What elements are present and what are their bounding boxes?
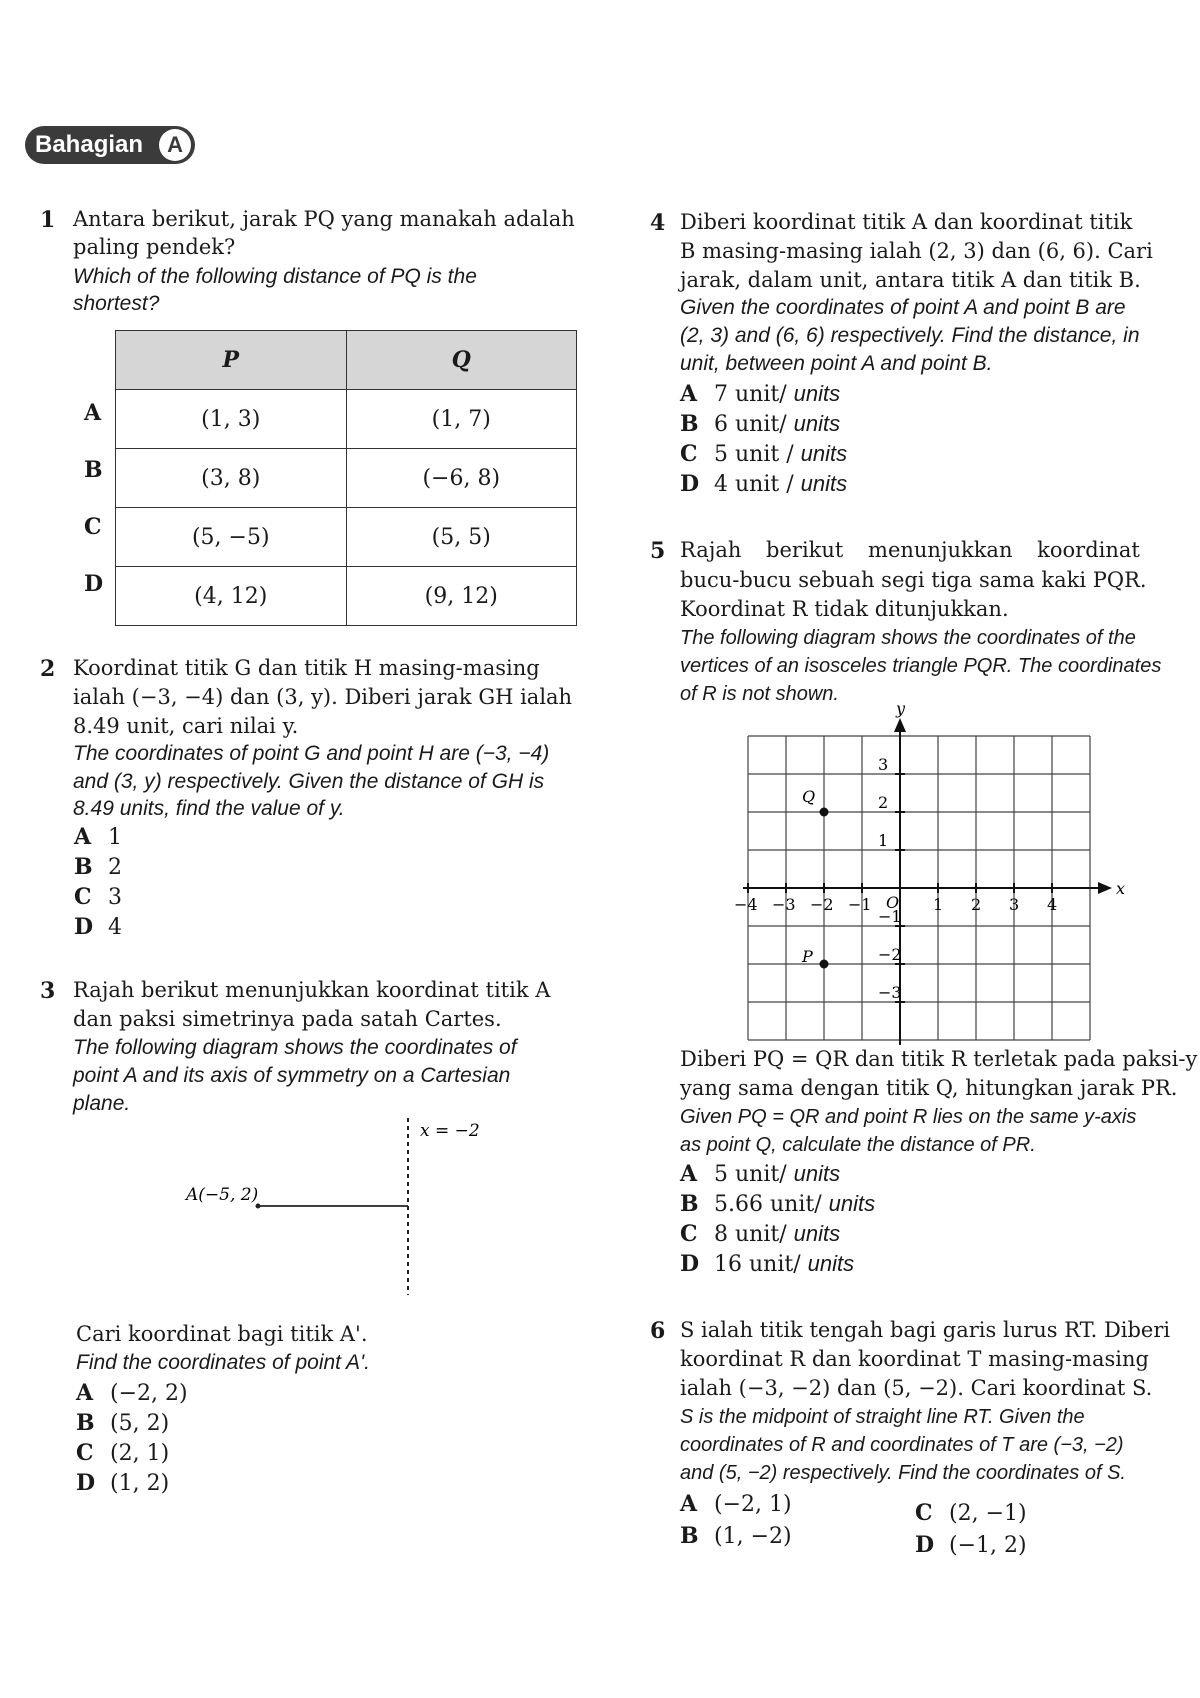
q5-ms-line5: yang sama dengan titik Q, hitungkan jarak PR. [680, 1076, 1178, 1100]
axis-label: x = −2 [420, 1121, 480, 1141]
q6-ms-line2: koordinat R dan koordinat T masing-masing [680, 1347, 1149, 1371]
q6-ms-line1: S ialah titik tengah bagi garis lurus RT. Diberi [680, 1318, 1171, 1342]
option: B (1, −2) [680, 1523, 792, 1549]
option: B (5, 2) [76, 1410, 170, 1436]
q6-en-line3: and (5, −2) respectively. Find the coordinates of S. [680, 1462, 1126, 1484]
option: D 4 unit / units [680, 471, 848, 497]
point-p [820, 960, 829, 969]
option: B 2 [74, 854, 122, 880]
option: A (−2, 1) [680, 1491, 792, 1517]
q5-coordinate-graph [725, 699, 1126, 1030]
q2-ms-line2: ialah (−3, −4) dan (3, y). Diberi jarak GH ialah [73, 685, 573, 709]
row-label: D [84, 571, 104, 597]
x-axis-arrow [1098, 882, 1112, 894]
q5-en-line1: The following diagram shows the coordinates of the [680, 627, 1136, 649]
q6-en-line1: S is the midpoint of straight line RT. Given the [680, 1406, 1085, 1428]
x-tick-label: −1 [848, 895, 872, 914]
y-axis-arrow [894, 718, 906, 732]
x-tick-label: −2 [810, 895, 834, 914]
question-number: 6 [650, 1318, 666, 1344]
q3-ask-ms: Cari koordinat bagi titik A'. [76, 1322, 368, 1346]
table-header-p: P [116, 331, 347, 390]
x-tick-label: −3 [772, 895, 796, 914]
option: D (−1, 2) [915, 1532, 1027, 1558]
q3-ask-en: Find the coordinates of point A'. [76, 1351, 370, 1374]
x-tick-label: 4 [1047, 895, 1058, 914]
q2-ms-line3: 8.49 unit, cari nilai y. [73, 714, 299, 738]
question-number: 1 [40, 207, 56, 233]
option: D 4 [74, 914, 122, 940]
table-cell: (5, −5) [116, 508, 347, 567]
option: C 3 [74, 884, 122, 910]
section-label: Bahagian [35, 131, 144, 158]
y-tick-label: −2 [878, 945, 902, 964]
option: B 5.66 unit/ units [680, 1191, 876, 1217]
q3-ms-line1: Rajah berikut menunjukkan koordinat titik A [73, 978, 551, 1002]
q3-en-line2: point A and its axis of symmetry on a Cartesian [73, 1064, 511, 1087]
y-tick-label: 2 [878, 793, 889, 812]
question-number: 5 [650, 538, 666, 564]
q2-en-line2: and (3, y) respectively. Given the distance of GH is [73, 770, 545, 793]
q1-ms-line2: paling pendek? [73, 235, 236, 259]
section-letter: A [159, 129, 191, 161]
q2-ms-line1: Koordinat titik G dan titik H masing-masing [73, 656, 540, 680]
option: A 5 unit/ units [680, 1161, 841, 1187]
option: C (2, 1) [76, 1440, 170, 1466]
q4-en-line2: (2, 3) and (6, 6) respectively. Find the distance, in [680, 324, 1140, 347]
point-q [820, 808, 829, 817]
table-cell: (1, 7) [346, 390, 577, 449]
option: A 1 [74, 824, 122, 850]
option: A (−2, 2) [76, 1380, 188, 1406]
table-row [116, 449, 577, 508]
option: C 5 unit / units [680, 441, 848, 467]
table-cell: (9, 12) [346, 567, 577, 626]
q4-en-line1: Given the coordinates of point A and point B are [680, 296, 1126, 319]
q5-ms-line2: bucu-bucu sebuah segi tiga sama kaki PQR. [680, 568, 1147, 592]
question-number: 4 [650, 210, 666, 236]
q5-en-line2: vertices of an isosceles triangle PQR. The coordinates [680, 655, 1162, 677]
question-number: 3 [40, 978, 56, 1004]
q5-ms-line4: Diberi PQ = QR dan titik R terletak pada paksi-y [680, 1047, 1198, 1071]
row-label: A [84, 400, 102, 426]
q3-ms-line2: dan paksi simetrinya pada satah Cartes. [73, 1007, 502, 1031]
x-tick-label: 2 [971, 895, 982, 914]
table-cell: (1, 3) [116, 390, 347, 449]
q5-en-line4: Given PQ = QR and point R lies on the same y-axis [680, 1106, 1137, 1128]
x-axis-label: x [1116, 879, 1126, 898]
y-axis-label: y [896, 699, 906, 718]
y-tick-label: 1 [878, 831, 889, 850]
point-p-label: P [802, 947, 813, 966]
question-number: 2 [40, 656, 56, 682]
q5-en-line3: of R is not shown. [680, 683, 839, 705]
table-cell: (4, 12) [116, 567, 347, 626]
section-badge [25, 126, 195, 164]
option: B 6 unit/ units [680, 411, 841, 437]
q6-ms-line3: ialah (−3, −2) dan (5, −2). Cari koordinat S. [680, 1376, 1153, 1400]
y-tick-label: −1 [878, 907, 902, 926]
q1-en-line2: shortest? [73, 292, 160, 315]
option: C 8 unit/ units [680, 1221, 841, 1247]
q5-en-line5: as point Q, calculate the distance of PR. [680, 1134, 1036, 1156]
q2-en-line3: 8.49 units, find the value of y. [73, 797, 345, 820]
table-header-q: Q [346, 331, 577, 390]
option: D (1, 2) [76, 1470, 170, 1496]
table-cell: (5, 5) [346, 508, 577, 567]
q5-ms-line3: Koordinat R tidak ditunjukkan. [680, 597, 1009, 621]
table-cell: (3, 8) [116, 449, 347, 508]
q1-en-line1: Which of the following distance of PQ is the [73, 265, 477, 288]
q4-ms-line3: jarak, dalam unit, antara titik A dan titik B. [680, 268, 1141, 292]
origin-label: O [886, 893, 900, 912]
q4-en-line3: unit, between point A and point B. [680, 352, 993, 375]
q4-ms-line2: B masing-masing ialah (2, 3) dan (6, 6). Cari [680, 239, 1153, 263]
q4-ms-line1: Diberi koordinat titik A dan koordinat titik [680, 210, 1133, 234]
q1-table [115, 330, 577, 626]
q3-diagram [170, 1110, 490, 1300]
point-a-label: A(−5, 2) [186, 1185, 259, 1205]
x-tick-label: 3 [1009, 895, 1020, 914]
q2-en-line1: The coordinates of point G and point H are (−3, −4) [73, 742, 550, 765]
table-row [116, 567, 577, 626]
q5-ms-line1: Rajah berikut menunjukkan koordinat [680, 538, 1140, 562]
q1-ms-line1: Antara berikut, jarak PQ yang manakah adalah [73, 207, 575, 231]
q3-en-line1: The following diagram shows the coordinates of [73, 1036, 517, 1059]
row-label: C [84, 514, 102, 540]
option: D 16 unit/ units [680, 1251, 855, 1277]
q6-en-line2: coordinates of R and coordinates of T are (−3, −2) [680, 1434, 1124, 1456]
option: C (2, −1) [915, 1500, 1027, 1526]
q3-en-line3: plane. [73, 1092, 131, 1115]
x-tick-label: −4 [734, 895, 758, 914]
x-tick-label: 1 [933, 895, 944, 914]
point-q-label: Q [802, 787, 816, 806]
table-row [116, 508, 577, 567]
y-tick-label: −3 [878, 983, 902, 1002]
y-tick-label: 3 [878, 755, 889, 774]
option: A 7 unit/ units [680, 381, 841, 407]
table-row [116, 390, 577, 449]
row-label: B [84, 457, 103, 483]
table-cell: (−6, 8) [346, 449, 577, 508]
